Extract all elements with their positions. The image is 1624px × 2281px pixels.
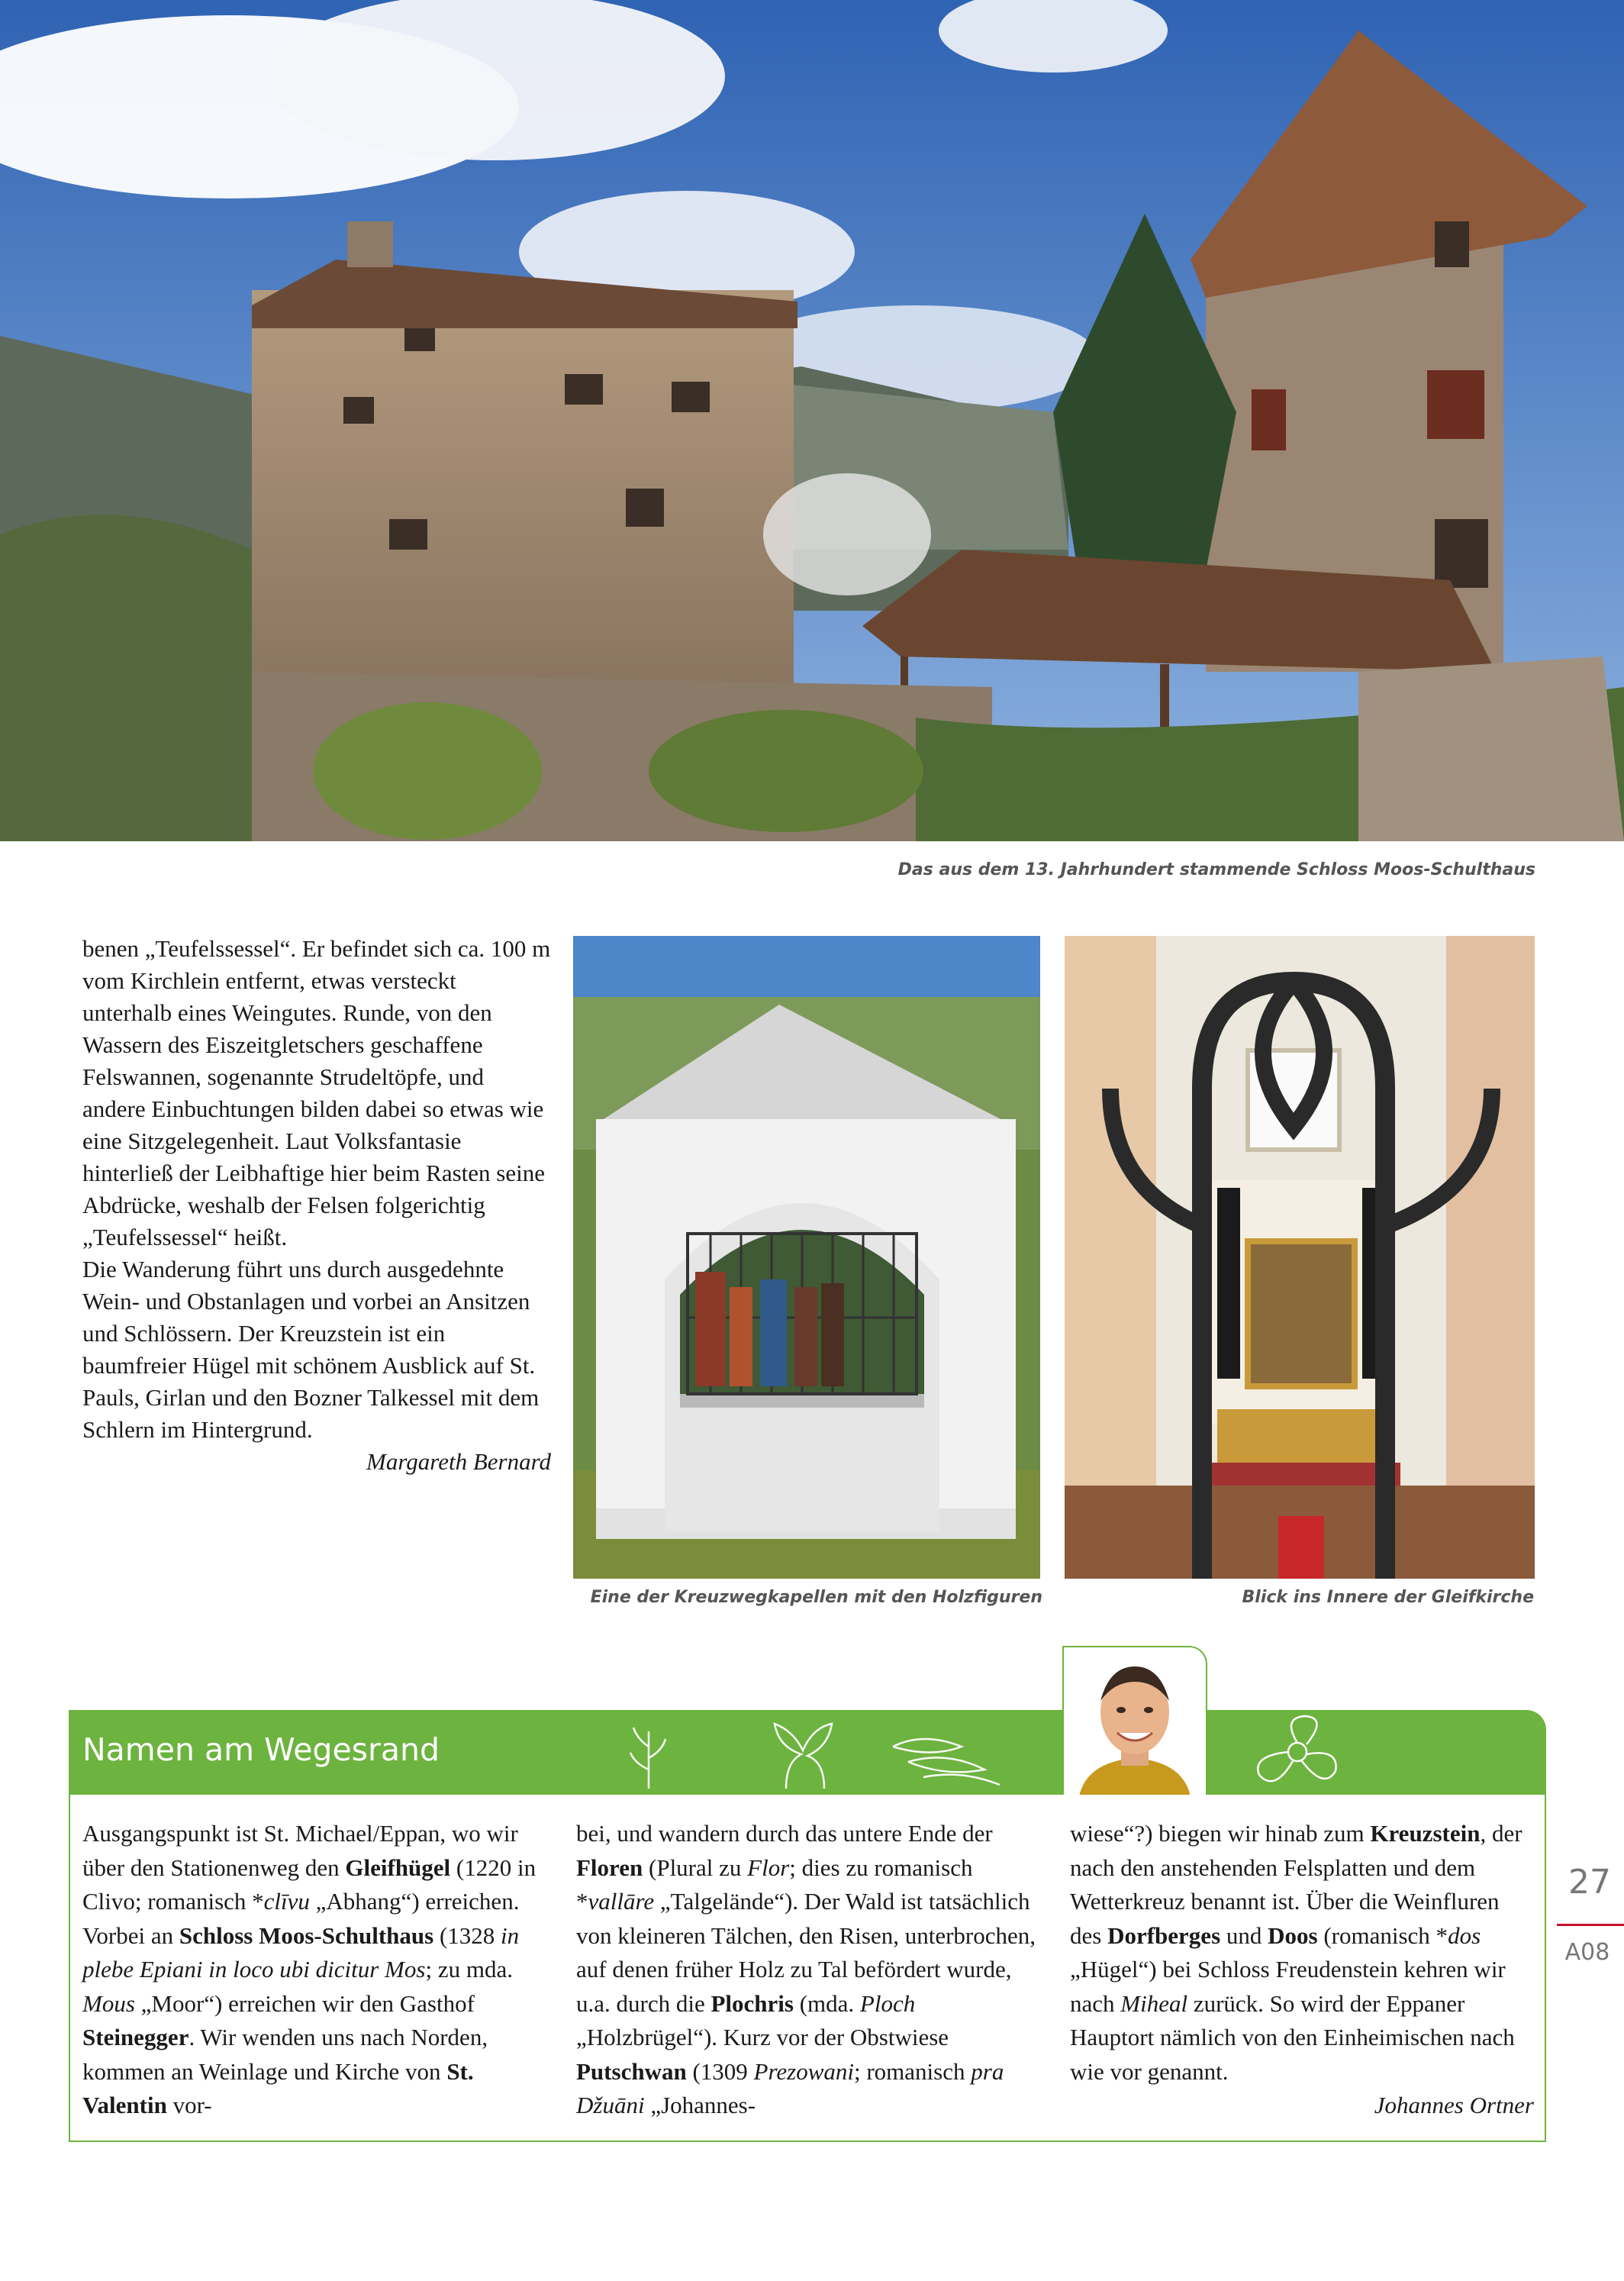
church-photo [1065,936,1535,1579]
names-box [69,1710,1546,2142]
text-segment: ; dies zu romanisch * [576,1854,973,1915]
flowers-decoration-icon [603,1716,1091,1792]
bold-term: Plochris [710,1989,794,2017]
italic-term: Ploch [859,1989,916,2017]
poppy-decoration-icon [1244,1710,1351,1795]
page-code: A08 [1564,1939,1610,1966]
article-paragraph-1: benen „Teufelssessel“. Er befindet sich ca. 100 m vom Kirchlein entfernt, etwas versteckt unterhalb eines Weingutes. Runde, von den Wassern des Eiszeitgletschers geschaffene Felswannen, sogenannte Strudeltöpfe, und andere Einbuchtungen bilden dabei so etwas wie eine Sitzgelegenheit. Laut Volksfantasie hinterließ der Leibhaftige hier beim Rasten seine Abdrücke, weshalb der Felsen folgerichtig „Teufelssessel“ heißt. [82,935,551,1250]
text-segment: und [1220,1921,1268,1949]
article-paragraph-2: Die Wanderung führt uns durch ausgedehnte Wein- und Obstanlagen und vorbei an Ansitzen und Schlössern. Der Kreuzstein ist ein baumfreier Hügel mit schönem Ausblick auf St. Pauls, Girlan und den Bozner Talkessel mit dem Schlern im Hintergrund. [82,1256,540,1443]
bold-term: Doos [1268,1921,1318,1949]
chapel-caption: Eine der Kreuzwegkapellen mit den Holzfiguren [590,1588,1042,1607]
text-segment: „Moor“) erreichen wir den Gasthof [134,1989,475,2017]
text-segment: (romanisch * [1317,1921,1448,1949]
bold-term: Dorfberges [1107,1921,1221,1949]
text-segment: zurück. So wird der Eppaner Hauptort nämlich von den Einheimischen nach wie vor genannt. [1070,1989,1515,2085]
italic-term: Mous [82,1989,135,2017]
hero-photo [0,0,1624,841]
bold-term: Floren [576,1854,643,1881]
text-segment: bei, und wandern durch das untere Ende der [576,1820,993,1847]
bold-term: Putschwan [576,2057,687,2085]
italic-term: clīvu [263,1888,310,1915]
italic-term: Miheal [1120,1989,1188,2017]
text-segment: (1220 in Clivo; romanisch * [82,1854,536,1915]
article-author: Margareth Bernard [366,1448,551,1475]
text-segment: „Hügel“) bei Schloss Freudenstein kehren wir nach [1070,1956,1506,2017]
box-author: Johannes Ortner [1374,2092,1534,2118]
names-box-header [69,1710,1546,1795]
text-segment: vor- [166,2092,212,2118]
page-number: 27 [1568,1863,1611,1902]
church-caption: Blick ins Innere der Gleifkirche [1242,1588,1534,1607]
text-segment: (mda. [793,1989,860,2017]
bold-term: St. Valentin [82,2057,474,2118]
portrait-frame [1062,1646,1207,1798]
italic-term: Prezowani [753,2057,854,2085]
bold-term: Gleifhügel [345,1854,451,1881]
text-segment: „Abhang“) erreichen. Vorbei an [82,1888,520,1949]
names-column-1 [82,1817,548,2123]
text-segment: (1309 [686,2057,754,2085]
text-segment: ; zu mda. [425,1956,513,1983]
italic-term: in plebe Epiani in loco ubi dicitur Mos [82,1921,520,1983]
bold-term: Steinegger [82,2024,189,2050]
text-segment: ; romanisch [854,2057,972,2085]
author-portrait [1064,1647,1206,1796]
text-segment: „Talgelände“). Der Wald ist tatsächlich von kleineren Tälchen, den Risen, unterbrochen, auf denen früher Holz zu Tal befördert wurde, u.a. durch die [576,1888,1036,2017]
text-segment: . Wir wenden uns nach Norden, kommen an Weinlage und Kirche von [82,2024,488,2085]
page-rule [1557,1924,1624,1926]
bold-term: Kreuzstein [1370,1820,1481,1847]
text-segment: Ausgangspunkt ist St. Michael/Eppan, wo wir über den Stationenweg den [82,1820,518,1881]
italic-term: pra Džuāni [576,2057,1004,2118]
hero-caption: Das aus dem 13. Jahrhundert stammende Schloss Moos-Schulthaus [897,860,1535,879]
text-segment: „Holzbrügel“). Kurz vor der Obstwiese [576,2024,949,2050]
chapel-photo [573,936,1040,1579]
text-segment: (1328 [433,1921,501,1949]
names-column-2 [576,1817,1042,2123]
text-segment: „Johannes- [644,2092,756,2118]
text-segment: wiese“?) biegen wir hinab zum [1070,1820,1371,1847]
names-column-3 [1070,1817,1534,2089]
italic-term: Flor [747,1854,790,1881]
italic-term: vallāre [588,1888,655,1915]
text-segment: (Plural zu [643,1854,748,1881]
bold-term: Schloss Moos-Schulthaus [179,1921,434,1949]
article-text [82,933,551,1478]
names-box-title: Namen am Wegesrand [82,1731,440,1768]
text-segment: , der nach den anstehenden Felsplatten und dem Wetterkreuz benannt ist. Über die Weinfluren des [1070,1820,1522,1949]
italic-term: dos [1448,1921,1481,1949]
